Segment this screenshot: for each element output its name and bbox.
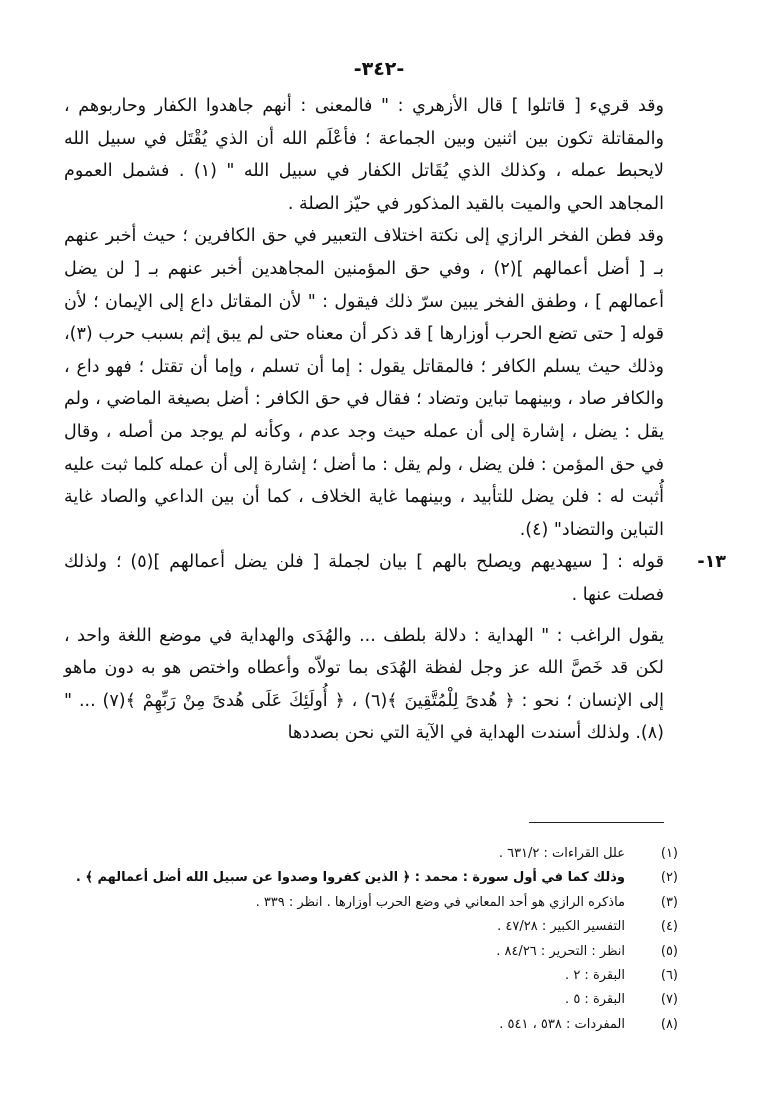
footnote-text: علل القراءات : ٦٣١/٢ . <box>498 846 625 861</box>
footnote-number: (٧) <box>660 992 678 1008</box>
footnotes <box>75 842 678 1037</box>
footnote-text: ماذكره الرازي هو أحد المعاني في وضع الحرب أوزارها . انظر : ٣٣٩ . <box>255 894 625 910</box>
body-text <box>64 90 726 750</box>
footnote-number: (٤) <box>660 919 678 935</box>
footnote-text: البقرة : ٢ . <box>565 968 625 984</box>
footnote-text: المفردات : ٥٣٨ ، ٥٤١ . <box>499 1016 625 1032</box>
footnote <box>75 866 678 890</box>
footnote <box>78 915 678 939</box>
footnote <box>78 988 678 1012</box>
item-number: ١٣- <box>697 552 726 573</box>
page-number: -٣٤٢- <box>353 58 405 80</box>
paragraph-3: قوله : [ سيهديهم ويصلح بالهم ] بيان لجملة [ فلن يضل أعمالهم ](٥) ؛ ولذلك فصلت عنها . <box>64 552 664 605</box>
footnote <box>78 1013 678 1037</box>
footnote-text: البقرة : ٥ . <box>565 992 625 1008</box>
footnote-number: (٨) <box>660 1016 678 1032</box>
paragraph-1: وقد قريء [ قاتلوا ] قال الأزهري : " فالمعنى : أنهم جاهدوا الكفار وحاربوهم ، والمقاتلة تكون بين اثنين وبين الجماعة ؛ فأعْلَم الله أن الذي يُقْتَل في سبيل الله لايحبط عمله ، وكذلك الذي يُقَاتل الكفار في سبيل الله " (١) . فشمل العموم المجاهد الحي والميت بالقيد المذكور في حيّز الصلة . <box>64 96 665 214</box>
footnote-number: (١) <box>660 846 678 861</box>
footnote-text: انظر : التحرير : ٨٤/٢٦ . <box>496 943 625 959</box>
footnote <box>78 964 678 988</box>
footnote-number: (٥) <box>660 943 678 959</box>
footnote <box>78 940 678 964</box>
footnote-number: (٣) <box>660 894 678 910</box>
footnote-number: (٢) <box>660 870 678 886</box>
paragraph-2: وقد فطن الفخر الرازي إلى نكتة اختلاف التعبير في حق الكافرين ؛ حيث أخبر عنهم بـ [ أضل أعمالهم ](٢) ، وفي حق المؤمنين المجاهدين أخبر عنهم بـ [ لن يضل أعمالهم ] ، وطفق الفخر يبين سرّ ذلك فيقول : " لأن المقاتل داع إلى الإيمان ؛ لأن قوله [ حتى تضع الحرب أوزارها ] قد ذكر أن معناه حتى لم يبق إثم بسبب حرب (٣)، وذلك حيث يسلم الكافر ؛ فالمقاتل يقول : إما أن تسلم ، وإما أن تقتل ؛ فهو داع ، والكافر صاد ، وبينهما تباين وتضاد ؛ فقال في حق الكافر : أضل بصيغة الماضي ، ولم يقل : يضل ، إشارة إلى أن عمله حيث وجد عدم ، وكأنه لم يوجد من أصله ، وقال في حق المؤمن : فلن يضل ، ولم يقل : ما أضل ؛ إشارة إلى أن عمله كلما ثبت عليه أُثبت له : فلن يضل للتأبيد ، وبينهما غاية الخلاف ، كما أن بين الداعي والصاد غاية التباين والتضاد" (٤). <box>64 226 664 540</box>
footnote-text: التفسير الكبير : ٤٧/٢٨ . <box>497 919 625 935</box>
footnote <box>78 842 678 866</box>
footnote-divider <box>529 822 664 823</box>
footnote <box>78 891 678 915</box>
paragraph-4: يقول الراغب : " الهداية : دلالة بلطف ... والهُدَى والهداية في موضع اللغة واحد ، لكن قد خَصَّ الله عز وجل لفظة الهُدَى بما تولاّه وأعطاه واختص هو به دون ماهو إلى الإنسان ؛ نحو : ﴿ هُدىً لِلْمُتَّقِينَ ﴾(٦) ، ﴿ أُولَئِكَ عَلَى هُدىً مِنْ رَبِّهِمْ ﴾(٧) ... " (٨). ولذلك أسندت الهداية في الآية التي نحن بصددها <box>64 625 664 744</box>
footnote-text: وذلك كما في أول سورة : محمد : ﴿ الذين كفروا وصدوا عن سبيل الله أضل أعمالهم ﴾ . <box>75 870 625 886</box>
footnote-number: (٦) <box>660 968 678 984</box>
numbered-item-13 <box>64 546 726 611</box>
